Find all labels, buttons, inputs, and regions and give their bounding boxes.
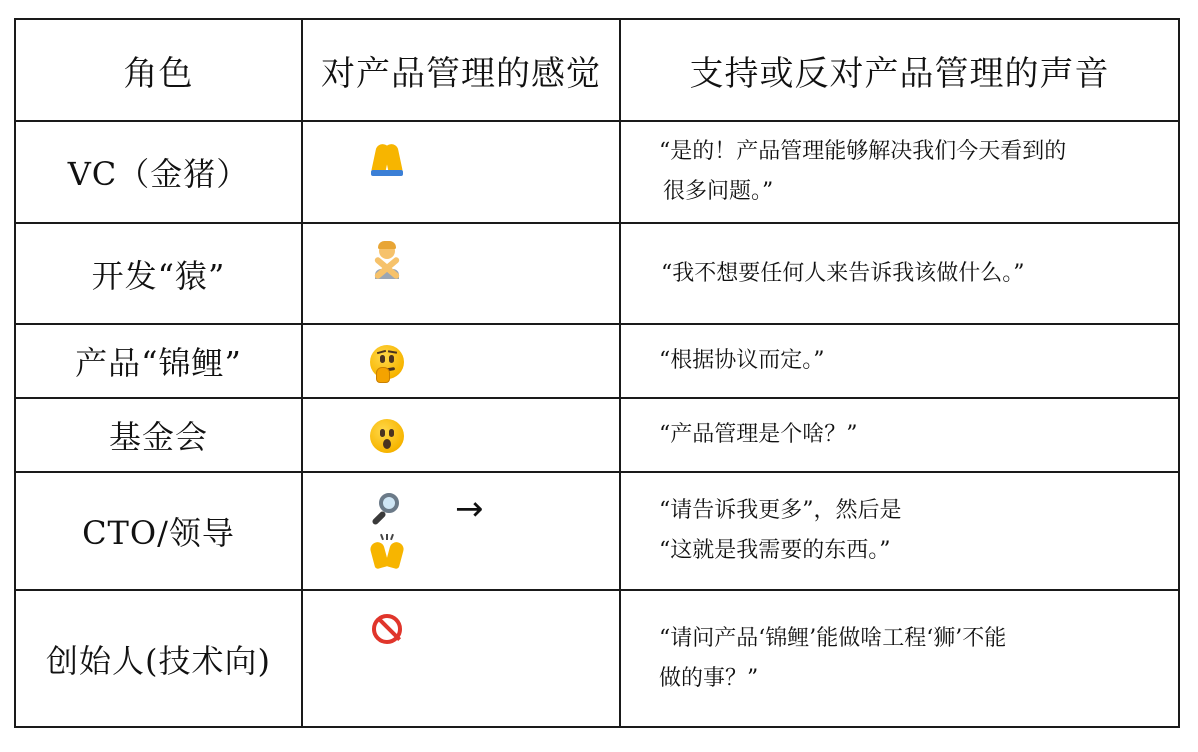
table-header-row (15, 19, 1179, 121)
table-row (15, 121, 1179, 223)
feeling-cell (302, 121, 620, 223)
voice-cell (620, 398, 1179, 472)
table-row (15, 398, 1179, 472)
prohibited-icon (367, 609, 407, 649)
surprised-face-icon (367, 416, 407, 456)
voice-cell (620, 324, 1179, 398)
role-cell: 产品“锦鲤” (15, 324, 302, 398)
role-cell: 基金会 (15, 398, 302, 472)
voice-line: “产品管理是个啥？” (659, 422, 858, 447)
voice-cell (620, 590, 1179, 727)
table-row (15, 590, 1179, 727)
feeling-cell (302, 324, 620, 398)
person-gesturing-no-icon (367, 240, 407, 280)
voice-line: “请告诉我更多”，然后是 (659, 498, 902, 523)
voice-line: “是的！产品管理能够解决我们今天看到的 (659, 139, 1067, 164)
voice-cell (620, 223, 1179, 324)
role-cell: CTO/领导 (15, 472, 302, 590)
table-row (15, 223, 1179, 324)
voice-line: 很多问题。” (663, 179, 774, 204)
voice-line: 做的事？” (659, 665, 759, 691)
feeling-cell (302, 472, 620, 590)
role-cell: 开发“猿” (15, 223, 302, 324)
feeling-cell (302, 223, 620, 324)
voice-line: “这就是我需要的东西。” (659, 538, 891, 563)
folded-hands-icon (367, 138, 407, 178)
voice-cell (620, 472, 1179, 590)
table-row (15, 324, 1179, 398)
header-voice: 支持或反对产品管理的声音 (620, 19, 1179, 121)
voice-cell (620, 121, 1179, 223)
voice-line: “根据协议而定。” (659, 348, 825, 373)
product-management-sentiment-table (14, 18, 1180, 728)
role-cell: VC（金猪） (15, 121, 302, 223)
magnifying-glass-icon (367, 489, 407, 529)
voice-line: “我不想要任何人来告诉我该做什么。” (661, 260, 1025, 286)
feeling-cell (302, 398, 620, 472)
arrow-right-icon: → (455, 489, 484, 529)
feeling-cell (302, 590, 620, 727)
header-feeling: 对产品管理的感觉 (302, 19, 620, 121)
role-cell: 创始人(技术向) (15, 590, 302, 727)
raising-hands-icon (367, 533, 407, 573)
voice-line: “请问产品‘锦鲤’能做啥工程‘狮’不能 (659, 625, 1007, 651)
header-role: 角色 (15, 19, 302, 121)
thinking-face-icon (367, 342, 407, 382)
table-row (15, 472, 1179, 590)
